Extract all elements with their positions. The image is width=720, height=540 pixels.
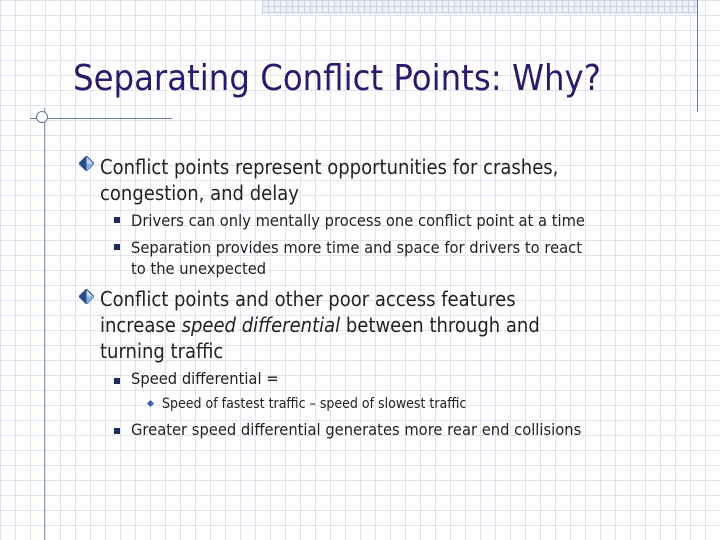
sub-bullet-2-1-text: Speed differential =	[131, 369, 279, 388]
bullet-2-line-2-end: between through and	[340, 313, 540, 337]
sub-bullet-1-2-line-1: Separation provides more time and space for drivers to react	[131, 238, 583, 257]
corner-circle-decoration	[36, 111, 48, 123]
bullet-2-text	[100, 286, 540, 364]
sub-bullet-2-1	[131, 368, 279, 389]
square-bullet-icon	[114, 378, 120, 384]
header-band-decoration	[262, 0, 698, 14]
sub-bullet-1-2-line-2: to the unexpected	[131, 259, 267, 278]
left-vertical-rule	[44, 108, 45, 540]
bullet-2-line-1: Conflict points and other poor access features	[100, 287, 516, 311]
right-vertical-rule	[697, 0, 698, 112]
bullet-1-line-2: congestion, and delay	[100, 181, 299, 205]
square-bullet-icon	[114, 428, 120, 434]
bullet-2-line-2	[100, 312, 540, 338]
bullet-2-italic-term: speed differential	[181, 313, 341, 337]
small-diamond-bullet-icon	[147, 400, 154, 407]
bullet-1-line-1: Conflict points represent opportunities for crashes,	[100, 155, 559, 179]
square-bullet-icon	[114, 217, 120, 223]
square-bullet-icon	[114, 244, 120, 250]
sub-bullet-1-2	[131, 237, 582, 279]
sub-sub-bullet-2-1-1: Speed of fastest traffic – speed of slowest traffic	[162, 396, 467, 412]
title-underline-rule	[30, 118, 172, 119]
compass-diamond-bullet-icon	[79, 289, 94, 304]
sub-bullet-1-1-line-1: Drivers can only mentally process one conflict point at a time	[131, 211, 585, 230]
bullet-2-line-3: turning traffic	[100, 339, 224, 363]
sub-bullet-2-2-text: Greater speed differential generates more rear end collisions	[131, 420, 582, 439]
sub-bullet-2-2	[131, 419, 581, 440]
sub-bullet-1-1	[131, 210, 585, 231]
bullet-1-text	[100, 154, 558, 206]
bullet-2-line-2-start: increase	[100, 313, 182, 337]
compass-diamond-bullet-icon	[79, 156, 94, 171]
slide-title: Separating Conflict Points: Why?	[73, 58, 601, 99]
